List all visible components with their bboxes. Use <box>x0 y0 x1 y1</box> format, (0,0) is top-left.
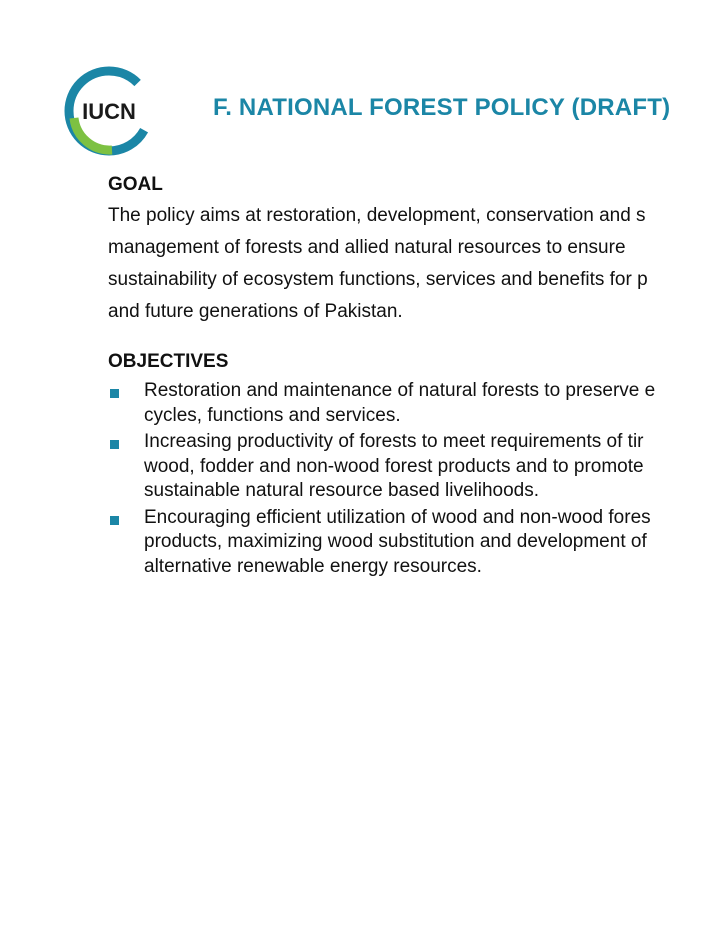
objective-text-line: Encouraging efficient utilization of wood and non-wood fores <box>144 506 651 528</box>
goal-text-line: The policy aims at restoration, development, conservation and s <box>108 205 646 226</box>
square-bullet-icon <box>110 389 119 398</box>
list-item <box>108 430 728 504</box>
objective-text-line: Increasing productivity of forests to meet requirements of tir <box>144 431 644 452</box>
goal-text-line: sustainability of ecosystem functions, services and benefits for p <box>108 269 648 290</box>
slide-content <box>108 170 728 581</box>
goal-text-line: and future generations of Pakistan. <box>108 301 403 322</box>
objective-text-line: products, maximizing wood substitution and development of <box>144 531 647 552</box>
objective-text-line: wood, fodder and non-wood forest products and to promote <box>144 455 644 477</box>
objectives-heading: OBJECTIVES <box>108 351 229 372</box>
goal-heading: GOAL <box>108 174 163 195</box>
iucn-logo <box>64 66 154 156</box>
objectives-section <box>108 347 728 579</box>
square-bullet-icon <box>110 440 119 449</box>
list-item <box>108 506 728 580</box>
objectives-list <box>108 379 728 579</box>
objective-text-line: Restoration and maintenance of natural forests to preserve e <box>144 380 656 401</box>
iucn-logo-icon <box>64 66 154 156</box>
objective-text-line: sustainable natural resource based livelihoods. <box>144 480 540 501</box>
goal-section <box>108 170 728 328</box>
objective-text-line: cycles, functions and services. <box>144 404 401 426</box>
list-item <box>108 379 728 428</box>
square-bullet-icon <box>110 516 119 525</box>
logo-text: IUCN <box>82 99 136 124</box>
slide-title: F. NATIONAL FOREST POLICY (DRAFT) <box>213 94 671 121</box>
objective-text-line: alternative renewable energy resources. <box>144 555 482 577</box>
goal-text-line: management of forests and allied natural resources to ensure <box>108 237 626 258</box>
